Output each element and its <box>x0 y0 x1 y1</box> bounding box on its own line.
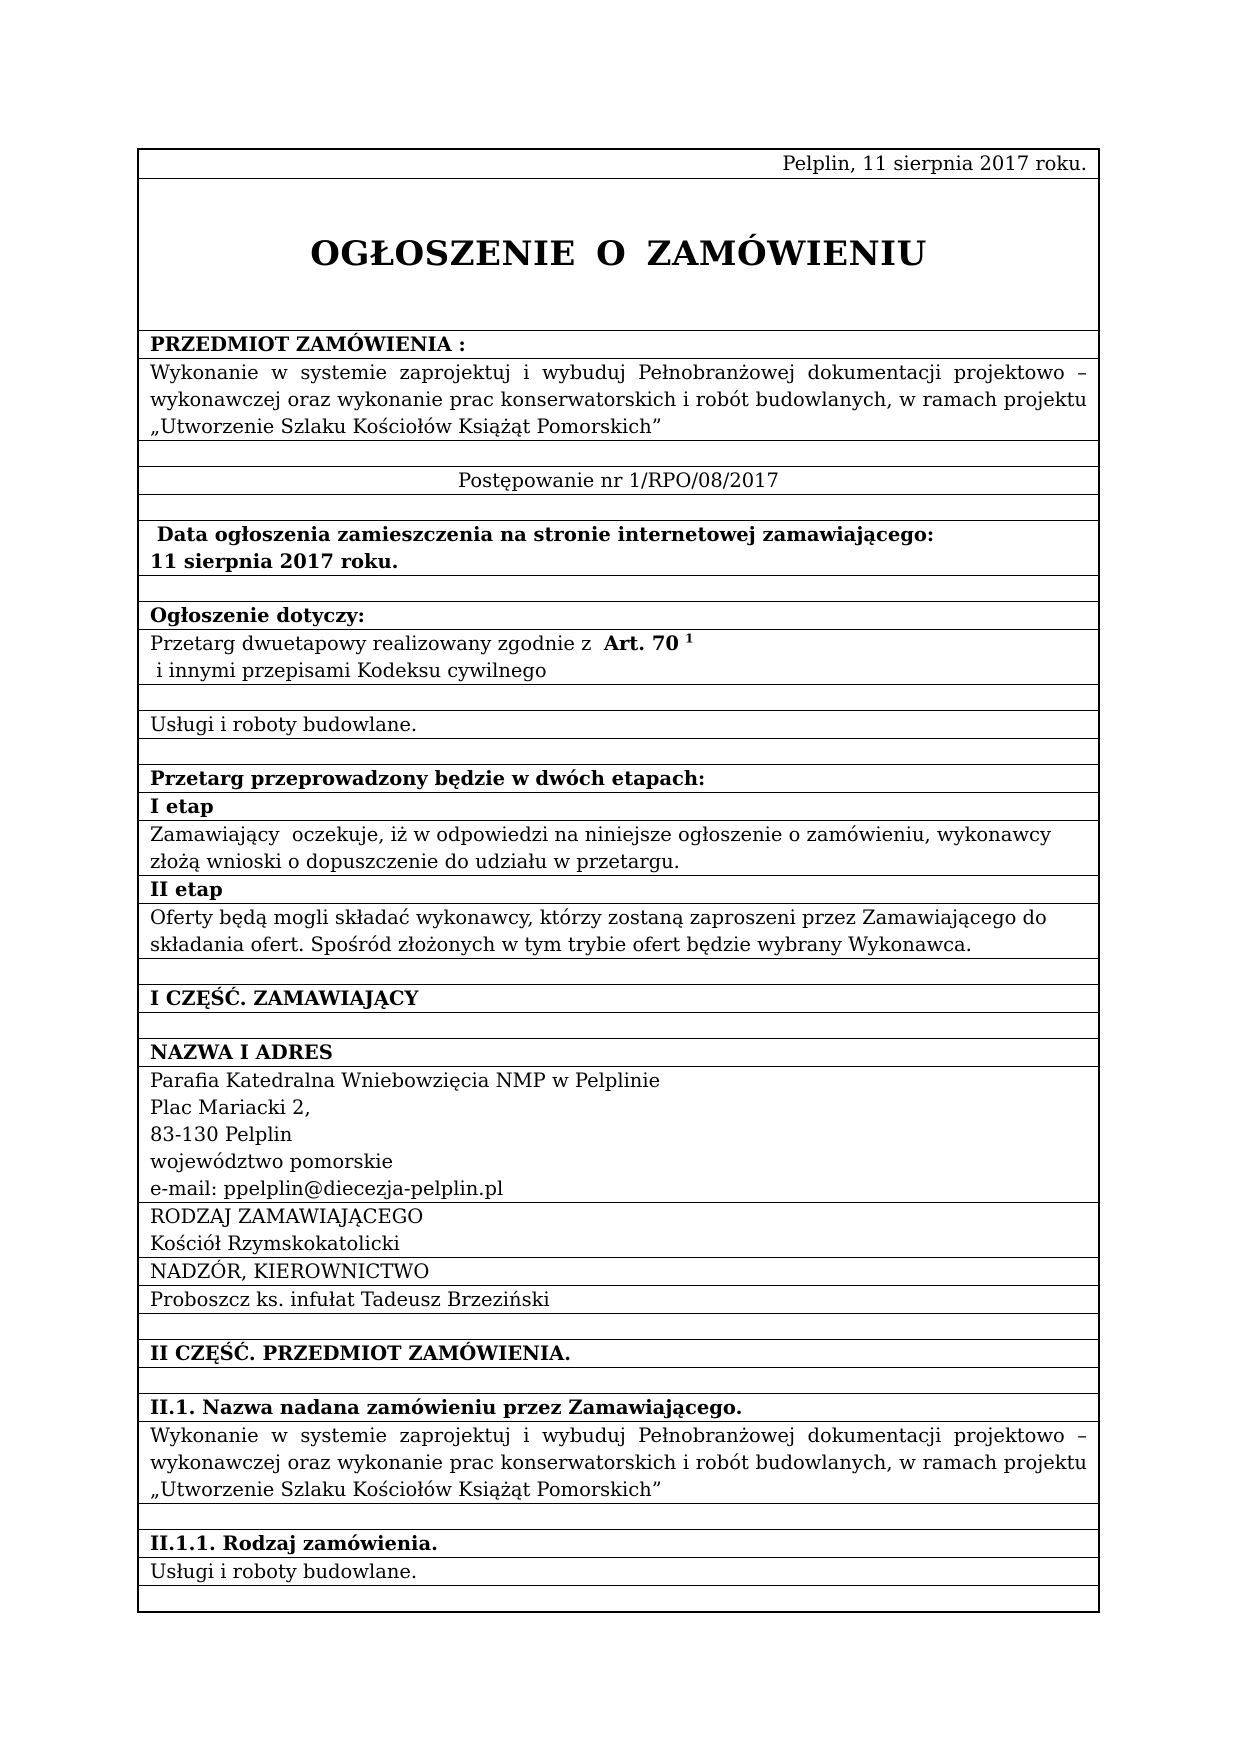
spacer-row <box>139 1367 1098 1393</box>
spacer-row <box>139 1313 1098 1339</box>
concerns-text-after: i innymi przepisami Kodeksu cywilnego <box>150 659 547 682</box>
address-line: województwo pomorskie <box>150 1150 394 1173</box>
spacer-row <box>139 1503 1098 1529</box>
place-date: Pelplin, 11 sierpnia 2017 roku. <box>782 152 1087 175</box>
concerns-text <box>139 629 1098 684</box>
spacer-row <box>139 440 1098 466</box>
subject-body <box>139 358 1098 440</box>
spacer-row <box>139 494 1098 520</box>
spacer-row <box>139 575 1098 601</box>
section-ii1-body <box>139 1421 1098 1503</box>
email-line: e-mail: ppelplin@diecezja-pelplin.pl <box>150 1177 504 1200</box>
subject-line-1: Wykonanie w systemie zaprojektuj i wybuduj Pełnobranżowej dokumentacji projektowo – <box>150 361 1087 384</box>
concerns-article: Art. 70 <box>603 632 679 655</box>
part2-heading: II CZĘŚĆ. PRZEDMIOT ZAMÓWIENIA. <box>139 1339 1098 1367</box>
section-ii11-value: Usługi i roboty budowlane. <box>139 1557 1098 1585</box>
services-type: Usługi i roboty budowlane. <box>139 710 1098 738</box>
address-block <box>139 1066 1098 1202</box>
supervision-value: Proboszcz ks. infułat Tadeusz Brzeziński <box>139 1285 1098 1313</box>
section-ii1-line-3: „Utworzenie Szlaku Kościołów Książąt Pomorskich” <box>150 1478 662 1501</box>
stage2-line-1: Oferty będą mogli składać wykonawcy, którzy zostaną zaproszeni przez Zamawiającego do <box>150 906 1047 929</box>
spacer-row <box>139 684 1098 710</box>
name-address-heading: NAZWA I ADRES <box>139 1038 1098 1066</box>
stage2-label: II etap <box>139 875 1098 903</box>
concerns-article-sup: 1 <box>685 631 694 646</box>
part1-heading: I CZĘŚĆ. ZAMAWIAJĄCY <box>139 984 1098 1012</box>
address-line: Parafia Katedralna Wniebowzięcia NMP w Pelplinie <box>150 1069 661 1092</box>
publication-date: 11 sierpnia 2017 roku. <box>150 550 399 573</box>
publication-date-section <box>139 520 1098 575</box>
stage1-line-1: Zamawiający oczekuje, iż w odpowiedzi na niniejsze ogłoszenie o zamówieniu, wykonawcy <box>150 823 1051 846</box>
contracting-type-block <box>139 1202 1098 1257</box>
spacer-row <box>139 738 1098 764</box>
section-ii1-heading: II.1. Nazwa nadana zamówieniu przez Zamawiającego. <box>139 1393 1098 1421</box>
concerns-section <box>139 601 1098 629</box>
concerns-text-before: Przetarg dwuetapowy realizowany zgodnie z <box>150 632 604 655</box>
subject-section <box>139 330 1098 358</box>
spacer-row <box>139 958 1098 984</box>
subject-line-3: „Utworzenie Szlaku Kościołów Książąt Pomorskich” <box>150 415 662 438</box>
subject-line-2: wykonawczej oraz wykonanie prac konserwatorskich i robót budowlanych, w ramach projektu <box>150 388 1087 411</box>
address-line: 83-130 Pelplin <box>150 1123 293 1146</box>
spacer-row <box>139 1585 1098 1611</box>
stage2-body <box>139 903 1098 958</box>
spacer-row <box>139 1012 1098 1038</box>
stage1-label: I etap <box>139 792 1098 820</box>
concerns-heading: Ogłoszenie dotyczy: <box>150 604 365 627</box>
stage2-line-2: składania ofert. Spośród złożonych w tym trybie ofert będzie wybrany Wykonawca. <box>150 933 972 956</box>
announcement-table <box>137 148 1100 1613</box>
contracting-type-value: Kościół Rzymskokatolicki <box>150 1232 400 1255</box>
section-ii11-heading: II.1.1. Rodzaj zamówienia. <box>139 1529 1098 1557</box>
stage1-line-2: złożą wnioski o dopuszczenie do udziału w przetargu. <box>150 850 680 873</box>
supervision-heading: NADZÓR, KIEROWNICTWO <box>139 1257 1098 1285</box>
subject-heading: PRZEDMIOT ZAMÓWIENIA : <box>150 333 466 356</box>
publication-label: Data ogłoszenia zamieszczenia na stronie internetowej zamawiającego: <box>150 523 935 546</box>
stages-heading: Przetarg przeprowadzony będzie w dwóch etapach: <box>139 764 1098 792</box>
section-ii1-line-1: Wykonanie w systemie zaprojektuj i wybuduj Pełnobranżowej dokumentacji projektowo – <box>150 1424 1087 1447</box>
procedure-number: Postępowanie nr 1/RPO/08/2017 <box>139 466 1098 494</box>
section-ii1-line-2: wykonawczej oraz wykonanie prac konserwatorskich i robót budowlanych, w ramach projektu <box>150 1451 1087 1474</box>
stage1-body <box>139 820 1098 875</box>
document-title: OGŁOSZENIE O ZAMÓWIENIU <box>139 178 1098 330</box>
address-line: Plac Mariacki 2, <box>150 1096 311 1119</box>
contracting-type-heading: RODZAJ ZAMAWIAJĄCEGO <box>150 1205 424 1228</box>
